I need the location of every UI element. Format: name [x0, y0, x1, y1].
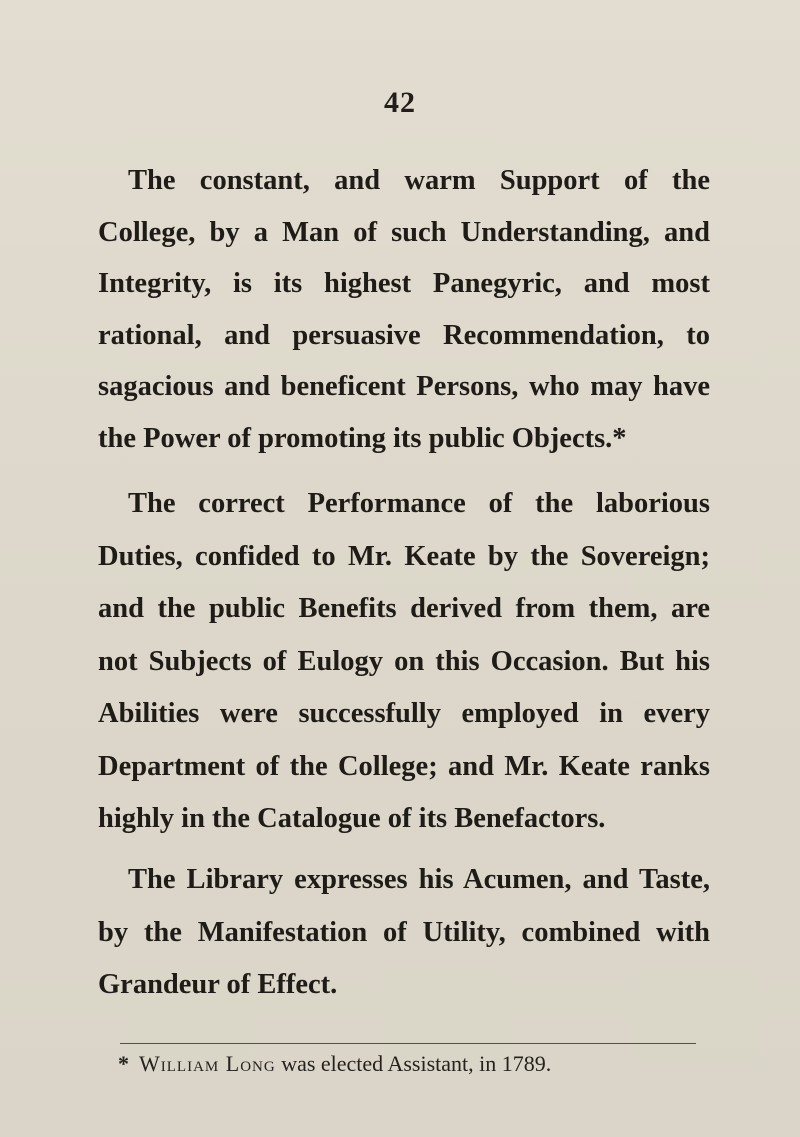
paragraph: The correct Performance of the laborious Duties, confided to Mr. Keate by the Sovereign; and the public Benefits derived from them, are not Subjects of Eulogy on this Occasion. But his Abilities were successfully employed in every Department of the College; and Mr. Keate ranks highly in the Catalogue of its Benefactors.: [98, 488, 710, 834]
paragraph: The constant, and warm Support of the College, by a Man of such Understanding, and Integrity, is its highest Panegyric, and most rational, and persuasive Recommendation, to sagacious and beneficent Persons, who may have the Power of promoting its public Objects.*: [98, 165, 710, 454]
paragraph: The Library expresses his Acumen, and Taste, by the Manifestation of Utility, combined with Grandeur of Effect.: [98, 864, 710, 1000]
footnote-name: William Long: [139, 1051, 276, 1076]
footnote: [118, 1050, 698, 1078]
body-text-block: [98, 854, 710, 1012]
body-text-block: [98, 478, 710, 846]
footnote-text: was elected Assistant, in 1789.: [281, 1051, 552, 1076]
page-number: 42: [384, 86, 416, 119]
body-text-block: [98, 155, 710, 464]
footnote-marker: *: [118, 1051, 129, 1076]
footnote-divider: [120, 1043, 696, 1044]
